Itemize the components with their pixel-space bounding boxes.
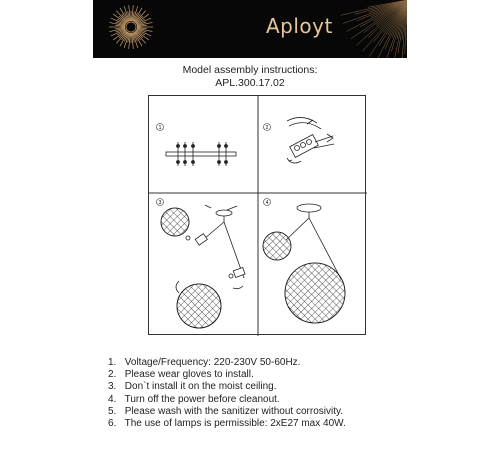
brand-name: Aployt [266,14,333,38]
list-item: 6. The use of lamps is permissible: 2xE27 max 40W. [108,418,346,430]
assembly-diagram [148,95,366,335]
list-item: 3. Don`t install it on the moist ceiling. [108,381,277,393]
svg-text:3: 3 [158,200,162,206]
assembly-illustration [149,96,367,336]
list-item: 1. Voltage/Frequency: 220-230V 50-60Hz. [108,357,301,368]
list-item: 2. Please wear gloves to install. [108,369,254,381]
step-marker-3 [157,199,164,207]
step-marker-4 [264,199,271,207]
lamp-assembly-illustration [161,205,245,328]
svg-text:2: 2 [265,125,269,131]
instruction-list [108,357,346,430]
document-title: Model assembly instructions: [182,64,318,76]
svg-text:4: 4 [265,200,269,206]
model-number: APL.300.17.02 [215,77,285,89]
wiring-terminal-illustration [287,117,334,163]
mounting-bracket-illustration [166,142,236,166]
list-item: 4. Turn off the power before cleanout. [108,393,280,405]
list-item: 5. Please wash with the sanitizer without corrosivity. [108,405,344,417]
brand-banner [93,0,407,58]
step-marker-1 [157,124,164,132]
svg-text:1: 1 [158,125,162,131]
sunburst-logo-icon [93,0,407,58]
finished-lamp-illustration [263,204,345,323]
step-marker-2 [264,124,271,132]
